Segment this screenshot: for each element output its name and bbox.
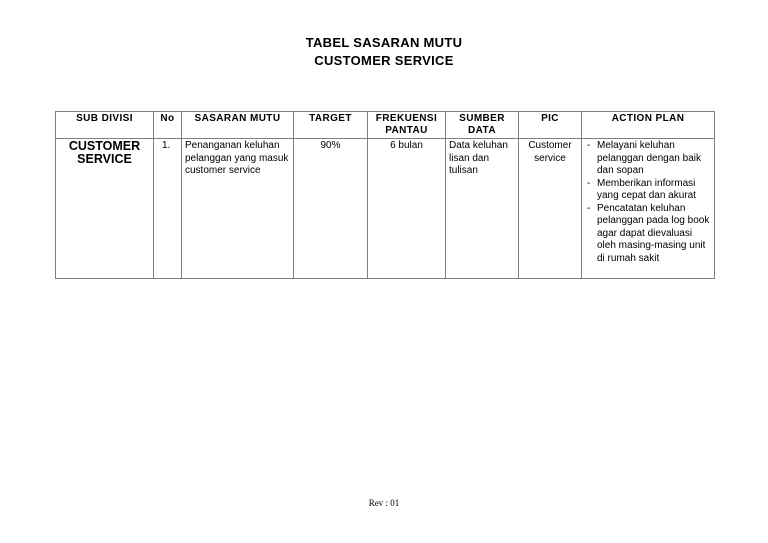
cell-no: 1.	[154, 139, 182, 279]
action-plan-list	[585, 140, 711, 265]
header-sub-divisi: SUB DIVISI	[56, 112, 154, 139]
header-target: TARGET	[294, 112, 368, 139]
header-action-plan: ACTION PLAN	[582, 112, 715, 139]
document-subtitle: CUSTOMER SERVICE	[314, 53, 454, 68]
document-title: TABEL SASARAN MUTU	[305, 35, 463, 50]
header-sasaran-mutu: SASARAN MUTU	[182, 112, 294, 139]
revision-footer: Rev : 01	[368, 498, 400, 508]
action-plan-item: - Melayani keluhan pelanggan dengan baik dan sopan	[585, 140, 711, 178]
header-frekuensi-line1: FREKUENSI	[375, 113, 438, 124]
header-frekuensi-line2: PANTAU	[385, 125, 428, 136]
cell-frekuensi: 6 bulan	[368, 139, 446, 279]
table-row	[56, 139, 715, 279]
cell-target: 90%	[294, 139, 368, 279]
header-sumber-line1: SUMBER	[459, 113, 505, 124]
table-header-row	[56, 112, 715, 139]
cell-pic: Customer service	[519, 139, 582, 279]
cell-sub-divisi	[56, 139, 154, 279]
header-sumber-data	[446, 112, 519, 139]
cell-sasaran-mutu: Penanganan keluhan pelanggan yang masuk customer service	[182, 139, 294, 279]
sub-divisi-line2: SERVICE	[77, 151, 132, 166]
header-pic: PIC	[519, 112, 582, 139]
header-frekuensi-pantau	[368, 112, 446, 139]
action-plan-item: - Pencatatan keluhan pelanggan pada log book agar dapat dievaluasi oleh masing-masing unit di rumah sakit	[585, 203, 711, 266]
cell-action-plan	[582, 139, 715, 279]
sasaran-mutu-table	[55, 111, 715, 279]
sub-divisi-line1: CUSTOMER	[68, 139, 141, 153]
cell-sumber-data: Data keluhan lisan dan tulisan	[446, 139, 519, 279]
header-sumber-line2: DATA	[468, 125, 496, 136]
header-no: No	[154, 112, 182, 139]
action-plan-item: - Memberikan informasi yang cepat dan akurat	[585, 178, 711, 203]
